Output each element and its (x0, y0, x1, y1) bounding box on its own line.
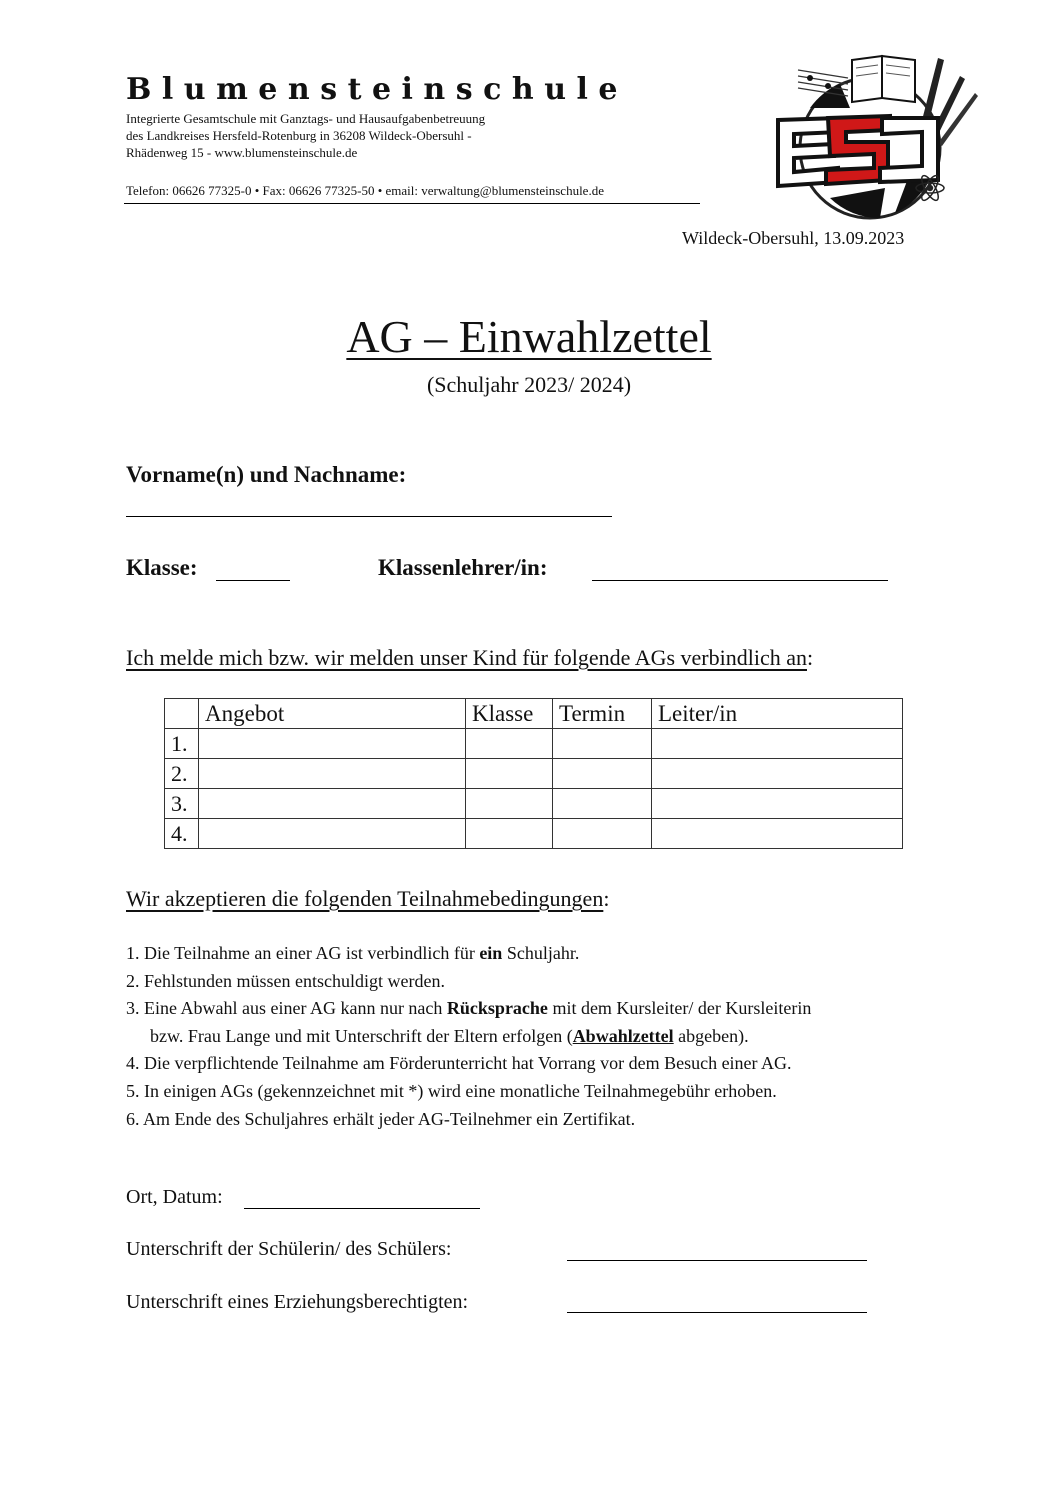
school-contact-line: Telefon: 06626 77325-0 • Fax: 06626 77325-50 • email: verwaltung@blumensteinschule.de (126, 183, 604, 198)
klassenlehrer-label: Klassenlehrer/in: (378, 555, 548, 580)
termin-cell[interactable] (553, 789, 652, 819)
condition-item-3 (126, 995, 811, 1023)
header-rule (124, 203, 700, 204)
name-label: Vorname(n) und Nachname: (126, 462, 407, 487)
school-address-line: Rhädenweg 15 - www.blumensteinschule.de (126, 145, 358, 160)
row-number: 4. (165, 819, 199, 849)
school-name: Blumensteinschule (126, 72, 629, 107)
table-row (165, 759, 903, 789)
klasse-cell[interactable] (466, 789, 553, 819)
school-description-line-1: Integrierte Gesamtschule mit Ganztags- und Hausaufgabenbetreuung (126, 111, 486, 126)
leiter-cell[interactable] (652, 819, 903, 849)
angebot-cell[interactable] (199, 789, 466, 819)
conditions-heading-text: Wir akzeptieren die folgenden Teilnahmebedingungen (126, 886, 604, 911)
header-cell-leiter: Leiter/in (652, 699, 903, 729)
registration-statement (126, 645, 813, 671)
header-cell-number (165, 699, 199, 729)
condition-text: abgeben). (673, 1025, 749, 1046)
klasse-cell[interactable] (466, 759, 553, 789)
condition-item-5: 5. In einigen AGs (gekennzeichnet mit *) wird eine monatliche Teilnahmegebühr erhoben. (126, 1080, 777, 1101)
leiter-cell[interactable] (652, 759, 903, 789)
table-row (165, 789, 903, 819)
school-description-line-2: des Landkreises Hersfeld-Rotenburg in 36208 Wildeck-Obersuhl - (126, 128, 472, 143)
table-row (165, 819, 903, 849)
row-number: 2. (165, 759, 199, 789)
name-field[interactable] (126, 516, 612, 517)
student-signature-field[interactable] (567, 1260, 867, 1261)
condition-text: mit dem Kursleiter/ der Kursleiterin (547, 998, 812, 1019)
header-cell-angebot: Angebot (199, 699, 466, 729)
conditions-heading-colon: : (603, 886, 610, 911)
row-number: 3. (165, 789, 199, 819)
angebot-cell[interactable] (199, 729, 466, 759)
condition-emphasis: ein (479, 943, 503, 963)
condition-item-6: 6. Am Ende des Schuljahres erhält jeder AG-Teilnehmer ein Zertifikat. (126, 1108, 636, 1129)
condition-text: bzw. Frau Lange und mit Unterschrift der Eltern erfolgen ( (150, 1025, 573, 1046)
termin-cell[interactable] (553, 759, 652, 789)
ag-selection-table (164, 698, 903, 849)
condition-item-4: 4. Die verpflichtende Teilnahme am Förderunterricht hat Vorrang vor dem Besuch einer AG. (126, 1053, 792, 1074)
row-number: 1. (165, 729, 199, 759)
leiter-cell[interactable] (652, 789, 903, 819)
klasse-cell[interactable] (466, 729, 553, 759)
place-date-label: Ort, Datum: (126, 1186, 223, 1208)
school-logo-icon (770, 48, 980, 220)
registration-statement-text: Ich melde mich bzw. wir melden unser Kind für folgende AGs verbindlich an (126, 645, 807, 670)
klassenlehrer-field[interactable] (592, 580, 888, 581)
student-signature-label: Unterschrift der Schülerin/ des Schülers: (126, 1238, 452, 1260)
conditions-heading (126, 886, 609, 912)
document-subtitle: (Schuljahr 2023/ 2024) (426, 372, 632, 397)
termin-cell[interactable] (553, 729, 652, 759)
termin-cell[interactable] (553, 819, 652, 849)
header-cell-klasse: Klasse (466, 699, 553, 729)
angebot-cell[interactable] (199, 819, 466, 849)
angebot-cell[interactable] (199, 759, 466, 789)
table-row (165, 729, 903, 759)
condition-emphasis: Abwahlzettel (572, 1025, 674, 1046)
condition-item-1 (126, 940, 811, 968)
klasse-cell[interactable] (466, 819, 553, 849)
klasse-label: Klasse: (126, 555, 198, 580)
condition-text: 3. Eine Abwahl aus einer AG kann nur nach (126, 998, 447, 1019)
place-date-line: Wildeck-Obersuhl, 13.09.2023 (682, 228, 905, 248)
condition-emphasis: Rücksprache (446, 998, 548, 1019)
place-date-field[interactable] (244, 1208, 480, 1209)
registration-statement-colon: : (807, 645, 814, 670)
condition-item-3-continued (126, 1023, 811, 1051)
guardian-signature-field[interactable] (567, 1312, 867, 1313)
leiter-cell[interactable] (652, 729, 903, 759)
condition-text: Schuljahr. (502, 943, 580, 963)
document-title (0, 310, 1058, 363)
conditions-list (126, 940, 811, 1133)
klasse-field[interactable] (216, 580, 290, 581)
guardian-signature-label: Unterschrift eines Erziehungsberechtigten: (126, 1291, 469, 1313)
condition-item-2: 2. Fehlstunden müssen entschuldigt werden. (126, 970, 445, 991)
condition-text: 1. Die Teilnahme an einer AG ist verbindlich für (126, 943, 480, 963)
document-title-text: AG – Einwahlzettel (346, 311, 712, 362)
table-header-row (165, 699, 903, 729)
header-cell-termin: Termin (553, 699, 652, 729)
